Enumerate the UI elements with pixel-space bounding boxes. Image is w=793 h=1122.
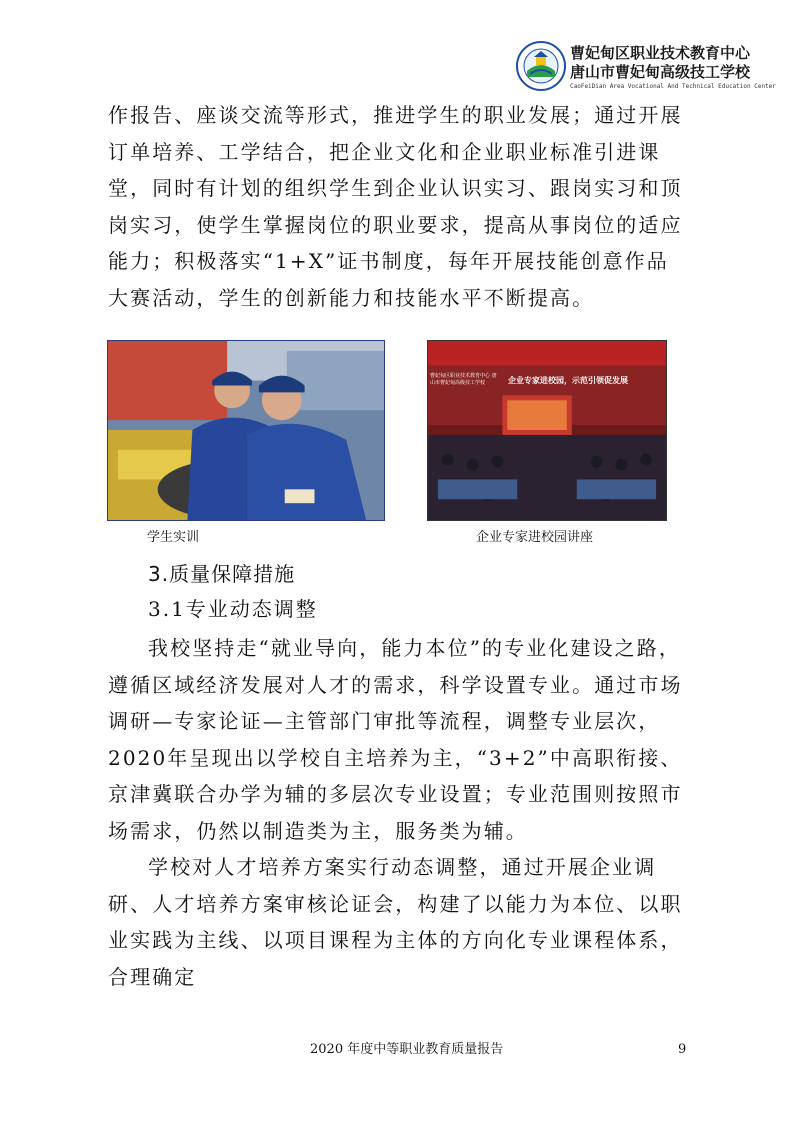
photo-caption: 企业专家进校园讲座 [476, 530, 594, 545]
body-paragraph: 学校对人才培养方案实行动态调整，通过开展企业调研、人才培养方案审核论证会，构建了以能力为本位、以职业实践为主线、以项目课程为主体的方向化专业课程体系，合理确定 [108, 855, 683, 989]
subsection-heading: 3.1专业动态调整 [148, 597, 318, 621]
student-training-photo [107, 340, 385, 521]
photo-caption: 学生实训 [147, 530, 200, 545]
body-paragraph: 我校坚持走“就业导向，能力本位”的专业化建设之路，遵循区域经济发展对人才的需求，科学设置专业。通过市场调研—专家论证—主管部门审批等流程，调整专业层次，2020年呈现出以学校自主培养为主，“3+2”中高职衔接、京津冀联合办学为辅的多层次专业设置；专业范围则按照市场需求，仍然以制造类为主，服务类为辅。 [108, 636, 683, 843]
body-paragraph: 作报告、座谈交流等形式，推进学生的职业发展；通过开展订单培养、工学结合，把企业文化和企业职业标准引进课堂，同时有计划的组织学生到企业认识实习、跟岗实习和顶岗实习，使学生掌握岗位的职业要求，提高从事岗位的适应能力；积极落实“1+X”证书制度，每年开展技能创意作品大赛活动，学生的创新能力和技能水平不断提高。 [108, 103, 683, 310]
banner-text-right: 企业专家进校园，示范引领促发展 [508, 376, 628, 385]
section-heading: 3.质量保障措施 [148, 562, 296, 586]
school-name-line: 曹妃甸区职业技术教育中心 [570, 44, 751, 62]
page-number: 9 [678, 1042, 687, 1057]
school-emblem-icon [516, 41, 566, 91]
banner-text-left: 曹妃甸区职业技术教育中心 唐山市曹妃甸高级技工学校 [430, 373, 497, 386]
footer-title: 2020 年度中等职业教育质量报告 [310, 1042, 504, 1057]
expert-lecture-photo [427, 340, 667, 521]
school-english-name: CaoFeiDian Area Vocational And Technical Education Center [570, 83, 776, 90]
school-name-line-2: 唐山市曹妃甸高级技工学校 [570, 63, 751, 81]
